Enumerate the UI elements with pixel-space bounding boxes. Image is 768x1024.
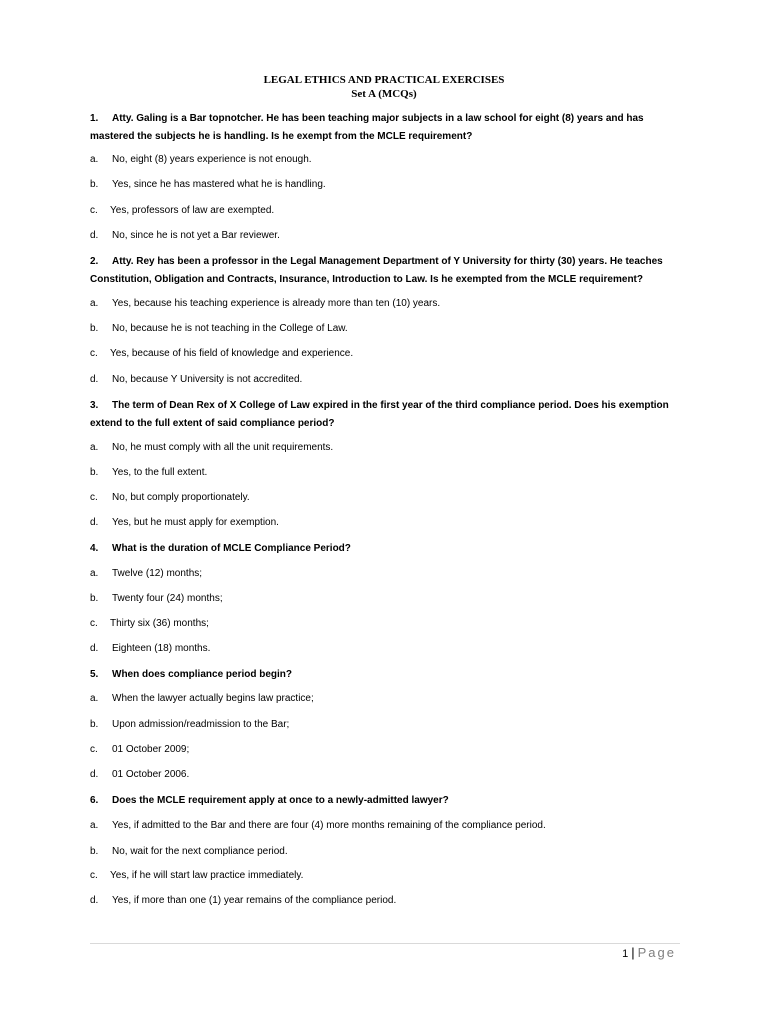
question-4 [90, 540, 670, 558]
question-text: When does compliance period begin? [112, 669, 293, 680]
option-letter: c. [90, 744, 98, 755]
option-letter: b. [90, 179, 99, 190]
option-letter: a. [90, 820, 99, 831]
option-text: No, since he is not yet a Bar reviewer. [112, 230, 280, 241]
question-4-option-a [90, 567, 670, 581]
question-3 [90, 397, 670, 433]
option-text: Eighteen (18) months. [112, 643, 211, 654]
question-2-option-a [90, 297, 670, 311]
option-text: When the lawyer actually begins law practice; [112, 693, 314, 704]
option-letter: c. [90, 205, 98, 216]
question-2-option-d [90, 373, 670, 387]
question-5-option-b [90, 718, 670, 732]
option-text: 01 October 2009; [112, 744, 190, 755]
question-4-option-d [90, 642, 670, 656]
question-1-option-b [90, 178, 670, 192]
question-number: 1. [90, 113, 99, 124]
question-2-option-b [90, 322, 670, 336]
option-text: Thirty six (36) months; [110, 618, 209, 629]
option-text: No, because Y University is not accredited. [112, 374, 303, 385]
option-text: Yes, to the full extent. [112, 467, 208, 478]
footer-separator: | [631, 945, 635, 960]
option-text: No, wait for the next compliance period. [112, 846, 288, 857]
question-number: 5. [90, 669, 99, 680]
option-text: No, he must comply with all the unit requirements. [112, 442, 334, 453]
question-3-option-d [90, 516, 670, 530]
page-number: 1 [622, 948, 629, 960]
footer-divider [90, 943, 680, 944]
question-1-option-c [90, 204, 670, 218]
question-3-option-c [90, 491, 670, 505]
question-text: The term of Dean Rex of X College of Law expired in the first year of the third compliance period. Does his exemption extend to the full extent of said compliance period? [90, 400, 669, 429]
option-text: Yes, if admitted to the Bar and there are four (4) more months remaining of the compliance period. [112, 820, 546, 831]
question-5 [90, 666, 670, 684]
question-5-option-c [90, 743, 670, 757]
option-text: Yes, since he has mastered what he is handling. [112, 179, 326, 190]
question-text: Does the MCLE requirement apply at once to a newly-admitted lawyer? [112, 795, 449, 806]
option-letter: a. [90, 442, 99, 453]
document-title: LEGAL ETHICS AND PRACTICAL EXERCISES [263, 74, 505, 86]
option-text: Twenty four (24) months; [112, 593, 223, 604]
option-text: Yes, because his teaching experience is already more than ten (10) years. [112, 298, 441, 309]
option-letter: d. [90, 769, 99, 780]
option-letter: a. [90, 154, 99, 165]
question-1-option-a [90, 153, 670, 167]
option-text: Upon admission/readmission to the Bar; [112, 719, 290, 730]
question-3-option-b [90, 466, 670, 480]
option-text: Twelve (12) months; [112, 568, 203, 579]
option-text: No, but comply proportionately. [112, 492, 250, 503]
option-letter: c. [90, 492, 98, 503]
option-text: No, because he is not teaching in the College of Law. [112, 323, 348, 334]
option-text: Yes, but he must apply for exemption. [112, 517, 279, 528]
question-number: 6. [90, 795, 99, 806]
question-text: What is the duration of MCLE Compliance Period? [112, 543, 351, 554]
option-letter: d. [90, 374, 99, 385]
option-letter: b. [90, 593, 99, 604]
option-text: No, eight (8) years experience is not enough. [112, 154, 312, 165]
question-5-option-d [90, 768, 670, 782]
question-5-option-a [90, 692, 670, 706]
question-6-option-d [90, 894, 670, 908]
question-4-option-b [90, 592, 670, 606]
question-text: Atty. Rey has been a professor in the Legal Management Department of Y University for thirty (30) years. He teaches Constitution, Obligation and Contracts, Insurance, Introduction to Law. Is he exempted from the MCLE requirement? [90, 256, 663, 285]
page-footer [622, 944, 676, 963]
option-letter: c. [90, 870, 98, 881]
question-2 [90, 253, 670, 289]
option-text: Yes, professors of law are exempted. [110, 205, 275, 216]
option-letter: d. [90, 895, 99, 906]
option-letter: a. [90, 693, 99, 704]
option-letter: a. [90, 568, 99, 579]
document-subtitle: Set A (MCQs) [351, 88, 417, 100]
question-6 [90, 792, 670, 810]
question-6-option-c [90, 869, 670, 883]
page-label: Page [637, 945, 676, 960]
option-text: Yes, because of his field of knowledge and experience. [110, 348, 354, 359]
option-letter: d. [90, 230, 99, 241]
option-letter: b. [90, 719, 99, 730]
question-6-option-a [90, 819, 670, 833]
question-1 [90, 110, 670, 146]
question-6-option-b [90, 845, 670, 859]
option-letter: c. [90, 618, 98, 629]
option-text: Yes, if more than one (1) year remains of the compliance period. [112, 895, 397, 906]
option-letter: a. [90, 298, 99, 309]
option-text: Yes, if he will start law practice immediately. [110, 870, 304, 881]
question-1-option-d [90, 229, 670, 243]
question-3-option-a [90, 441, 670, 455]
option-letter: b. [90, 323, 99, 334]
question-text: Atty. Galing is a Bar topnotcher. He has been teaching major subjects in a law school for eight (8) years and has mastered the subjects he is handling. Is he exempt from the MCLE requirement? [90, 113, 644, 142]
question-number: 3. [90, 400, 99, 411]
option-text: 01 October 2006. [112, 769, 190, 780]
question-number: 4. [90, 543, 99, 554]
question-4-option-c [90, 617, 670, 631]
option-letter: d. [90, 643, 99, 654]
option-letter: b. [90, 846, 99, 857]
question-number: 2. [90, 256, 99, 267]
option-letter: c. [90, 348, 98, 359]
option-letter: d. [90, 517, 99, 528]
option-letter: b. [90, 467, 99, 478]
question-2-option-c [90, 347, 670, 361]
